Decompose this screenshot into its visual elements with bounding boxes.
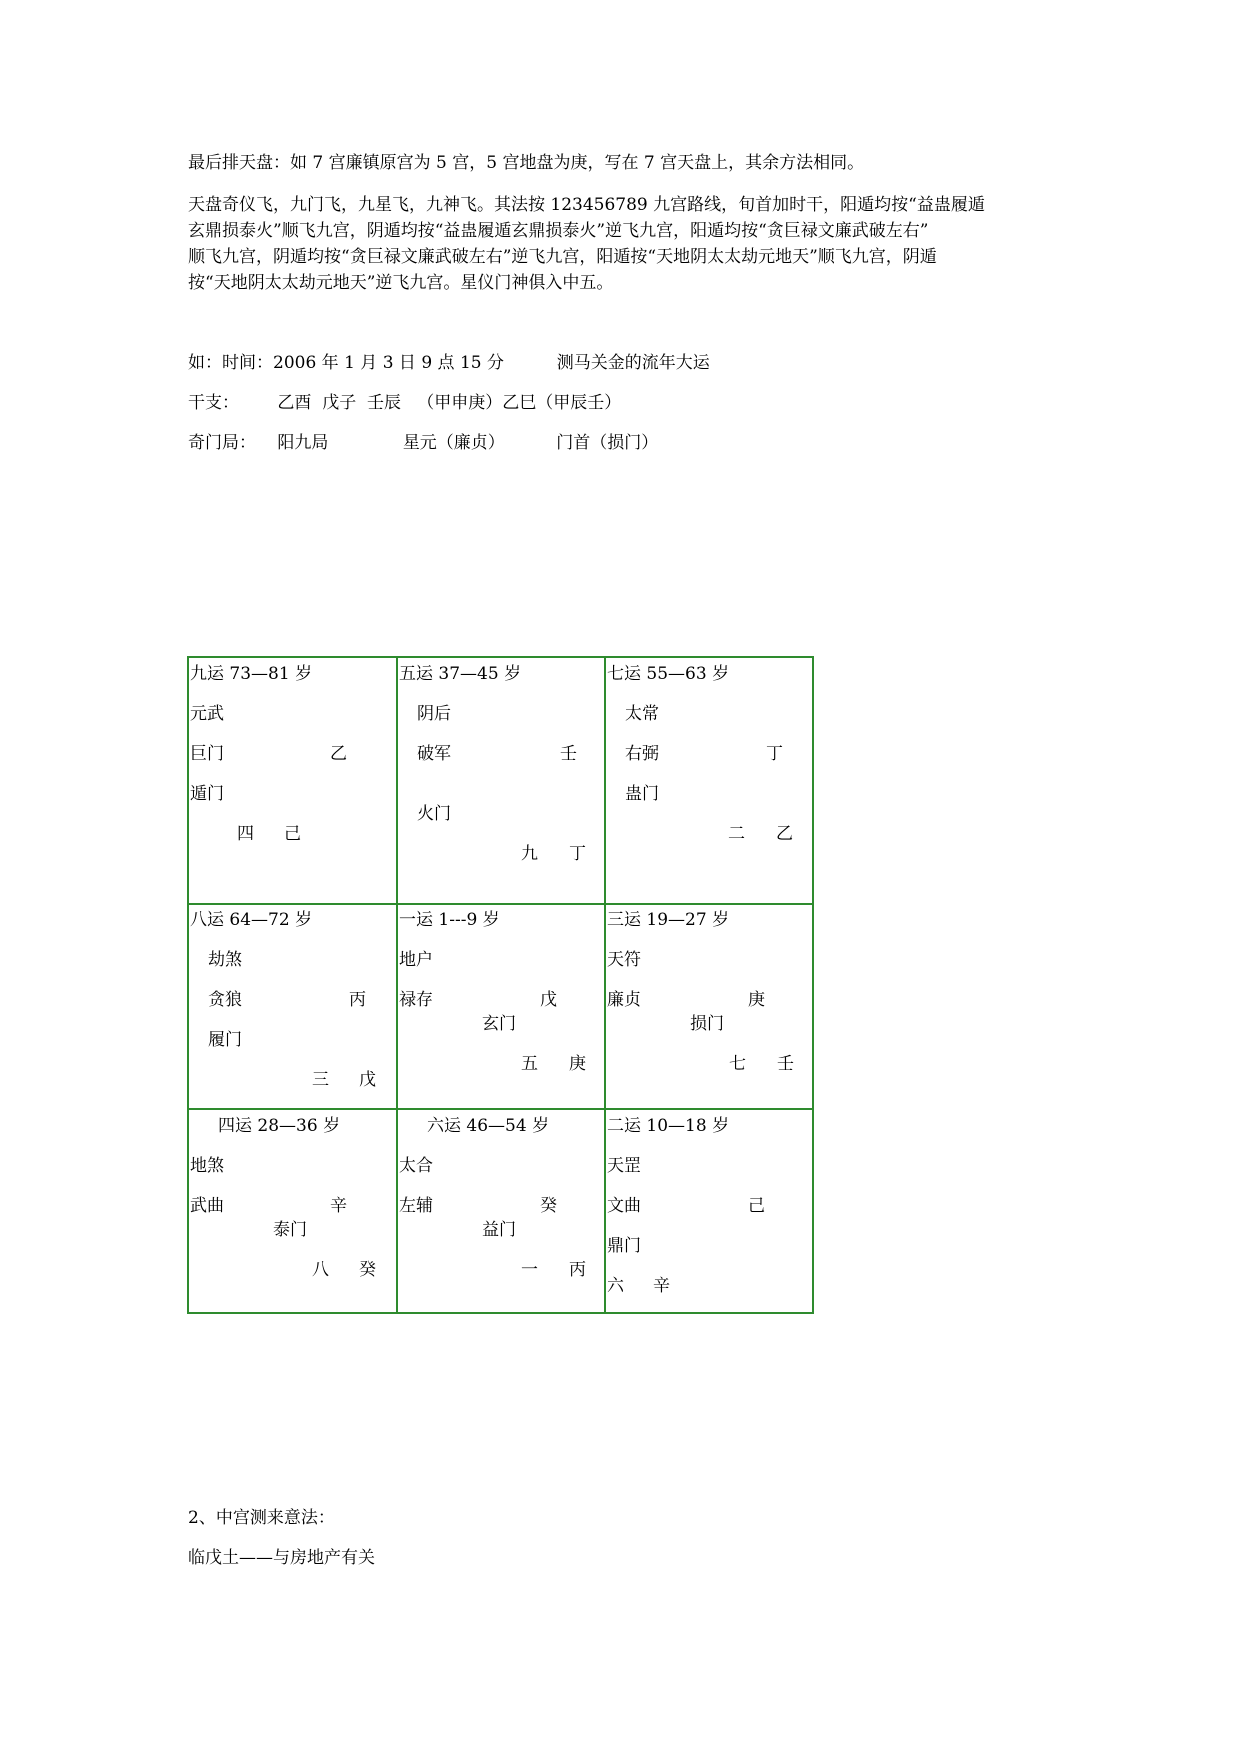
palace-god: 元武 [190,704,224,724]
palace-god: 地户 [399,950,433,970]
palace-tian-stem: 己 [748,1196,765,1216]
palace-tian-stem: 癸 [540,1196,557,1216]
paragraph-method-line-2: 玄鼎损泰火”顺飞九宫，阴遁均按“益蛊履遁玄鼎损泰火”逆飞九宫，阳遁均按“贪巨禄文廉武破左右” [188,221,929,241]
palace-tian-stem: 丁 [766,744,783,764]
palace-number: 五 [521,1054,538,1074]
paragraph-method-line-1: 天盘奇仪飞，九门飞，九星飞，九神飞。其法按 123456789 九宫路线，旬首加时干，阳遁均按“益蛊履遁 [188,195,985,215]
palace-star: 右弼 [625,744,659,764]
example-ju-line [188,430,1058,456]
palace-door: 履门 [208,1030,242,1050]
paragraph-method-line-4: 按“天地阴太太劫元地天”逆飞九宫。星仪门神俱入中五。 [188,273,614,293]
palace-di-stem: 壬 [777,1054,794,1074]
paragraph-intro: 最后排天盘：如 7 宫廉镇原宫为 5 宫，5 宫地盘为庚，写在 7 宫天盘上，其余方法相同。 [188,153,865,173]
palace-star: 左辅 [399,1196,433,1216]
palace-title: 四运 28—36 岁 [218,1116,341,1136]
palace-god: 太合 [399,1156,433,1176]
palace-star: 武曲 [190,1196,224,1216]
ju-value: 阳九局 [277,433,329,453]
palace-title: 五运 37—45 岁 [399,664,522,684]
palace-cell-jiu [189,658,396,903]
palace-title: 一运 1---9 岁 [399,910,500,930]
palace-door: 泰门 [273,1220,307,1240]
palace-number: 一 [521,1260,538,1280]
example-time: 如：时间：2006 年 1 月 3 日 9 点 15 分 [188,353,504,373]
palace-number: 七 [729,1054,746,1074]
palace-tian-stem: 辛 [330,1196,347,1216]
palace-di-stem: 丙 [569,1260,586,1280]
palace-star: 廉贞 [607,990,641,1010]
palace-star: 禄存 [399,990,433,1010]
palace-title: 二运 10—18 岁 [607,1116,730,1136]
palace-cell-liu [398,1110,604,1312]
palace-door: 益门 [482,1220,516,1240]
palace-door: 蛊门 [625,784,659,804]
palace-door: 火门 [417,804,451,824]
palace-cell-yi [398,905,604,1108]
palace-tian-stem: 庚 [748,990,765,1010]
palace-di-stem: 戊 [359,1070,376,1090]
palace-god: 阴后 [417,704,451,724]
palace-door: 遁门 [190,784,224,804]
palace-di-stem: 丁 [569,844,586,864]
palace-door: 玄门 [482,1014,516,1034]
ju-label: 奇门局： [188,433,256,453]
palace-tian-stem: 戊 [540,990,557,1010]
palace-star: 贪狼 [208,990,242,1010]
section-2-heading: 2、中宫测来意法： [188,1508,335,1528]
palace-god: 太常 [625,704,659,724]
palace-tian-stem: 壬 [560,744,577,764]
palace-star: 破军 [417,744,451,764]
palace-title: 九运 73—81 岁 [190,664,313,684]
palace-star: 巨门 [190,744,224,764]
palace-number: 六 [607,1276,624,1296]
star-yuan: 星元（廉贞） [402,433,505,453]
palace-title: 八运 64—72 岁 [190,910,313,930]
palace-cell-ba [189,905,396,1108]
palace-god: 天符 [607,950,641,970]
paragraph-method-line-3: 顺飞九宫，阴遁均按“贪巨禄文廉武破左右”逆飞九宫，阳遁按“天地阴太太劫元地天”顺飞九宫，阴遁 [188,247,937,267]
palace-title: 三运 19—27 岁 [607,910,730,930]
ganzhi-value: 乙酉 戊子 壬辰 （甲申庚）乙巳（甲辰壬） [277,393,622,413]
men-shou: 门首（损门） [556,433,659,453]
palace-di-stem: 癸 [359,1260,376,1280]
palace-door: 鼎门 [607,1236,641,1256]
palace-god: 劫煞 [208,950,242,970]
example-ganzhi-line [188,390,1058,416]
palace-god: 地煞 [190,1156,224,1176]
palace-cell-san [606,905,812,1108]
palace-di-stem: 乙 [776,824,793,844]
palace-tian-stem: 乙 [330,744,347,764]
ganzhi-label: 干支： [188,393,239,413]
palace-number: 二 [728,824,745,844]
palace-number: 三 [312,1070,329,1090]
palace-cell-qi [606,658,812,903]
palace-cell-si [189,1110,396,1312]
palace-number: 八 [312,1260,329,1280]
example-topic: 测马关金的流年大运 [556,353,710,373]
palace-star: 文曲 [607,1196,641,1216]
palace-di-stem: 己 [284,824,301,844]
example-time-line [188,350,1058,376]
palace-di-stem: 庚 [569,1054,586,1074]
palace-cell-wu [398,658,604,903]
palace-title: 七运 55—63 岁 [607,664,730,684]
palace-di-stem: 辛 [653,1276,670,1296]
palace-god: 天罡 [607,1156,641,1176]
palace-title: 六运 46—54 岁 [427,1116,550,1136]
section-2-line: 临戊土——与房地产有关 [188,1548,375,1568]
palace-door: 损门 [690,1014,724,1034]
palace-number: 九 [521,844,538,864]
nine-palace-grid [187,656,814,1314]
palace-tian-stem: 丙 [349,990,366,1010]
palace-number: 四 [237,824,254,844]
palace-cell-er [606,1110,812,1312]
